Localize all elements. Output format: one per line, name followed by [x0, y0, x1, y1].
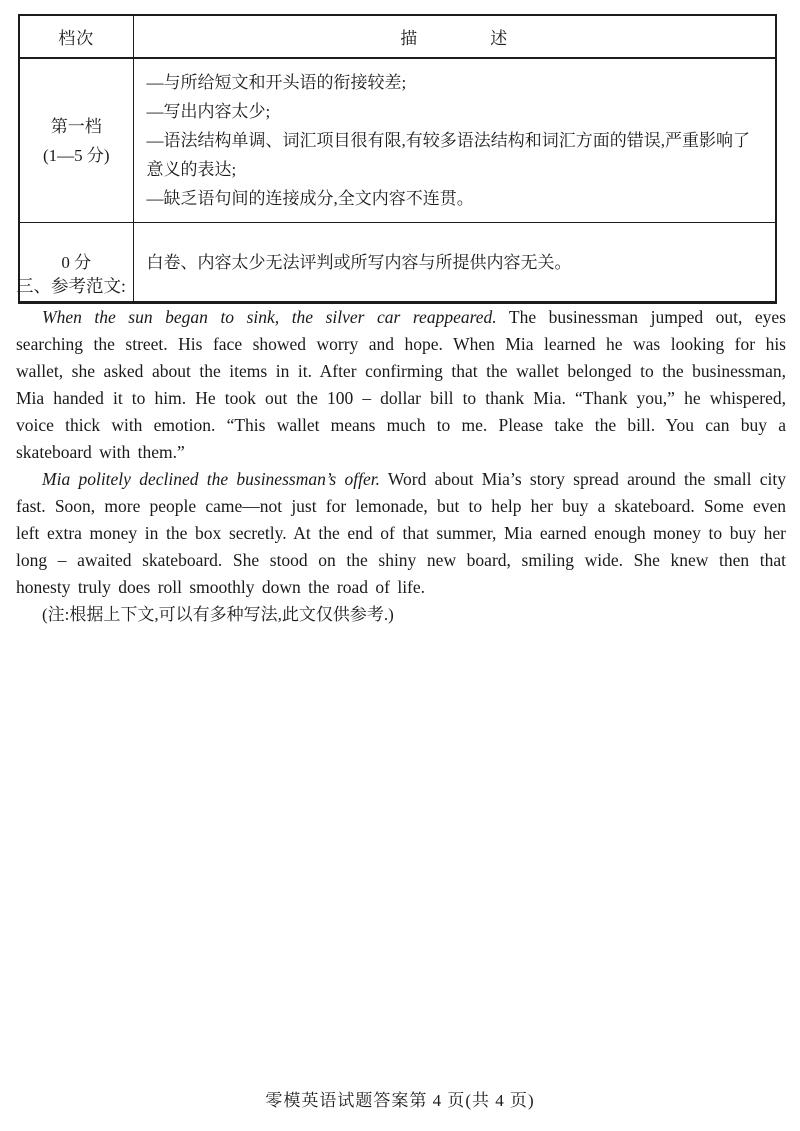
essay-paragraph: [16, 466, 786, 601]
description-line: —写出内容太少;: [146, 102, 271, 121]
paragraph-lead-sentence: Mia politely declined the businessman’s offer.: [42, 469, 380, 489]
description-line: —与所给短文和开头语的衔接较差;: [146, 73, 407, 92]
description-line: 白卷、内容太少无法评判或所写内容与所提供内容无关。: [146, 252, 572, 272]
table-header-row: [19, 15, 776, 58]
description-cell-first-band: [133, 58, 776, 223]
level-score-range: (1—5 分): [42, 145, 110, 165]
page-footer: 零模英语试题答案第 4 页(共 4 页): [265, 1091, 535, 1110]
grading-rubric-table: [18, 14, 777, 304]
header-cell-level: 档次: [19, 15, 133, 58]
level-cell-first-band: [19, 58, 133, 223]
paragraph-body: Word about Mia’s story spread around the small city fast. Soon, more people came—not just for lemonade, but to help her buy a skateboard. Some even left extra money in the box secretly. At the end of that summer, Mia earned enough money to buy her long – awaited skateboard. She stood on the shiny new board, smiling wide. She knew then that honesty truly does roll smoothly down the road of life.: [16, 469, 787, 597]
paragraph-lead-sentence: When the sun began to sink, the silver car reappeared.: [42, 307, 497, 327]
section-heading: 三、参考范文:: [16, 276, 126, 296]
level-name: 第一档: [50, 116, 102, 136]
level-name: 0 分: [61, 252, 92, 272]
header-cell-description: 描 述: [133, 15, 776, 58]
reference-essay-section: [16, 272, 786, 628]
essay-note: (注:根据上下文,可以有多种写法,此文仅供参考.): [42, 605, 394, 624]
paragraph-body: The businessman jumped out, eyes searching the street. His face showed worry and hope. When Mia learned he was looking for his wallet, she asked about the items in it. After confirming that the wallet belonged to the businessman, Mia handed it to him. He took out the 100 – dollar bill to thank Mia. “Thank you,” he whispered, voice thick with emotion. “This wallet means much to me. Please take the bill. You can buy a skateboard with them.”: [16, 307, 786, 462]
description-line: —语法结构单调、词汇项目很有限,有较多语法结构和词汇方面的错误,严重影响了意义的表达;: [146, 131, 750, 179]
description-line: —缺乏语句间的连接成分,全文内容不连贯。: [146, 189, 474, 208]
table-row: [19, 58, 776, 223]
essay-paragraph: [16, 304, 786, 466]
